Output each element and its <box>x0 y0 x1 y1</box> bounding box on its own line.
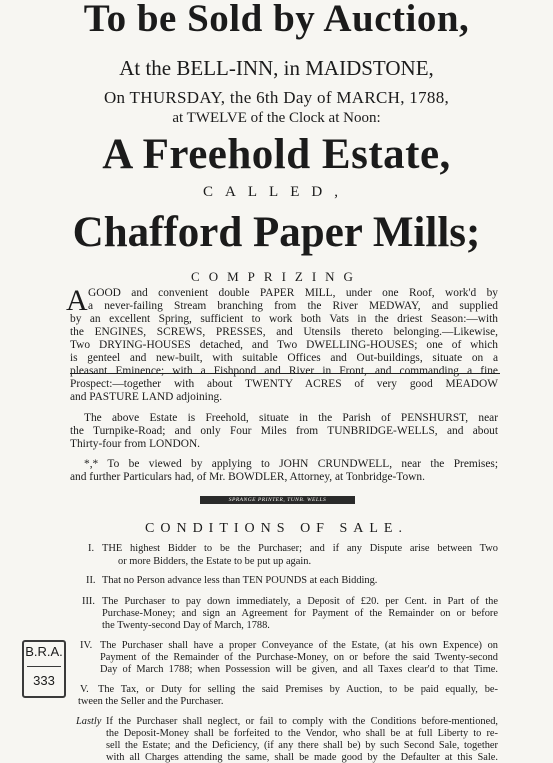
called-label: CALLED, <box>203 184 350 200</box>
condition-line: The Purchaser to pay down immediately, a Deposit of £20. per Cent. in Part of the <box>102 596 498 607</box>
viewing-line: and further Particulars had, of Mr. BOWDLER, Attorney, at Tonbridge-Town. <box>70 471 425 483</box>
description-line: pleasant Eminence; with a Fishpond and River in Front, and commanding a fine <box>70 365 498 377</box>
condition-line: Day of March 1788; when Possession will be given, and all Taxes clear'd to that Time. <box>100 664 498 675</box>
condition-line: Purchase-Money; and sign an Agreement for Payment of the Remainder on or before <box>102 608 498 619</box>
location-line: the Turnpike-Road; and only Four Miles from TUNBRIDGE-WELLS, and about <box>70 425 498 437</box>
printer-imprint: SPRANGE PRINTER, TUNB. WELLS <box>200 496 355 504</box>
condition-line: If the Purchaser shall neglect, or fail to comply with the Conditions before-mentioned, <box>106 716 498 727</box>
condition-number: I. <box>88 543 95 554</box>
condition-line: or more Bidders, the Estate to be put up again. <box>118 556 312 567</box>
condition-number: V. <box>80 684 89 695</box>
stamp-divider <box>27 666 61 667</box>
condition-line: with all Charges attending the same, shall be made good by the Defaulter at this Sale. <box>106 752 498 763</box>
stamp-number: 333 <box>33 673 55 688</box>
description-line: the ENGINES, SCREWS, PRESSES, and Utensils thereto belonging.—Likewise, <box>70 326 498 338</box>
venue-line: At the BELL-INN, in MAIDSTONE, <box>119 56 434 80</box>
location-line: The above Estate is Freehold, situate in the Parish of PENSHURST, near <box>84 412 498 424</box>
condition-line: The Purchaser shall have a proper Conveyance of the Estate, (at his own Expence) on <box>100 640 498 651</box>
condition-line: THE highest Bidder to be the Purchaser; and if any Dispute arise between Two <box>102 543 498 554</box>
date-line: On THURSDAY, the 6th Day of MARCH, 1788, <box>103 88 450 107</box>
description-line: Two DRYING-HOUSES detached, and Two DWELLING-HOUSES; one of which <box>70 339 498 351</box>
condition-line: sell the Estate; and the Deficiency, (if any there shall be) by such Second Sale, together <box>106 740 498 751</box>
condition-number: IV. <box>80 640 93 651</box>
description-line: GOOD and convenient double PAPER MILL, under one Roof, work'd by <box>88 287 498 299</box>
printed-rule <box>70 373 500 374</box>
condition-number: Lastly <box>76 716 102 727</box>
mills-heading: Chafford Paper Mills; <box>72 209 481 256</box>
drop-cap: A <box>66 284 88 317</box>
viewing-line: *,* To be viewed by applying to JOHN CRUNDWELL, near the Premises; <box>84 458 498 470</box>
comprizing-label: COMPRIZING <box>191 269 362 284</box>
condition-line: The Tax, or Duty for selling the said Premises by Auction, to be paid equally, be- <box>98 684 498 695</box>
condition-line: the Twenty-second Day of March, 1788. <box>102 620 270 631</box>
description-line: and PASTURE LAND adjoining. <box>70 391 223 403</box>
description-line: Prospect:—together with about TWENTY ACRES of very good MEADOW <box>70 378 498 390</box>
description-line: is genteel and new-built, with suitable Offices and Out-buildings, situate on a <box>70 352 498 364</box>
condition-number: III. <box>82 596 95 607</box>
stamp-label: B.R.A. <box>25 644 63 659</box>
description-line: a never-failing Stream branching from the River MEDWAY, and supplied <box>88 300 498 312</box>
condition-line: the Deposit-Money shall be forfeited to the Vendor, who shall be at full Liberty to re- <box>106 728 498 739</box>
estate-heading: A Freehold Estate, <box>102 131 451 178</box>
location-line: Thirty-four from LONDON. <box>70 438 201 450</box>
time-line: at TWELVE of the Clock at Noon: <box>172 110 381 126</box>
condition-line: Payment of the Remainder of the Purchase-Money, on or before the said Twenty-second <box>100 652 498 663</box>
description-line: by an excellent Spring, sufficient to work both Vats in the driest Season:—with <box>70 313 498 325</box>
condition-line: tween the Seller and the Purchaser. <box>78 696 224 707</box>
condition-line: That no Person advance less than TEN POUNDS at each Bidding. <box>102 575 378 586</box>
conditions-heading: CONDITIONS OF SALE. <box>145 521 408 536</box>
condition-number: II. <box>86 575 96 586</box>
poster-title: To be Sold by Auction, <box>83 0 470 40</box>
library-stamp <box>22 640 66 698</box>
